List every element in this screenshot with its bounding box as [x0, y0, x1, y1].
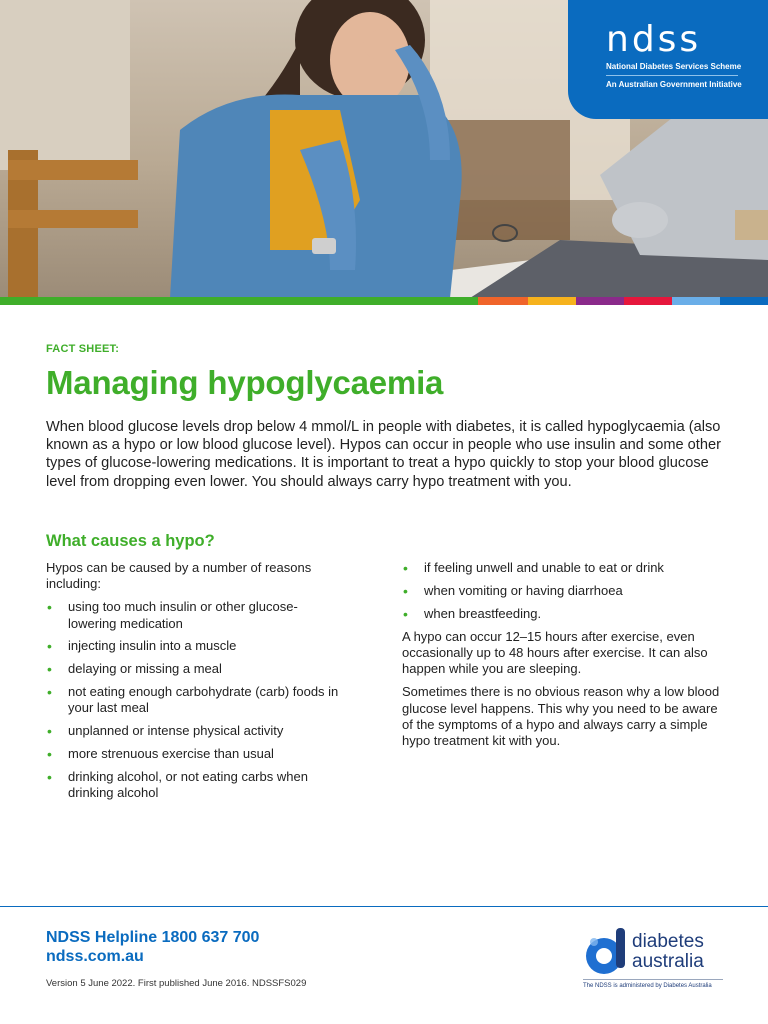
- right-column: [402, 560, 732, 756]
- causes-list-continued: [402, 560, 732, 622]
- diabetes-australia-logo: [580, 922, 730, 992]
- bullet-dot-icon: •: [47, 768, 52, 785]
- version-text: Version 5 June 2022. First published June 2016. NDSSFS029: [46, 978, 307, 989]
- stripe-orange: [478, 297, 528, 305]
- bullet-dot-icon: •: [403, 582, 408, 599]
- bullet-dot-icon: •: [403, 560, 408, 576]
- list-item-text: if feeling unwell and unable to eat or drink: [424, 560, 664, 575]
- stripe-lightblue: [672, 297, 720, 305]
- partner-divider: [583, 979, 723, 980]
- bullet-dot-icon: •: [47, 745, 52, 762]
- causes-list: [46, 599, 346, 801]
- stripe-blue: [720, 297, 768, 305]
- hero-photo: [0, 0, 768, 298]
- list-item: [402, 606, 732, 622]
- bullet-dot-icon: •: [403, 605, 408, 622]
- list-item-text: not eating enough carbohydrate (carb) foods in your last meal: [68, 684, 339, 716]
- partner-word-australia: australia: [632, 951, 704, 972]
- left-column: [46, 560, 346, 808]
- stripe-green: [0, 297, 478, 305]
- partner-word-diabetes: diabetes: [632, 931, 704, 952]
- diabetes-australia-mark-icon: [582, 926, 630, 978]
- stripe-red: [624, 297, 672, 305]
- list-item-text: injecting insulin into a muscle: [68, 638, 237, 654]
- section-heading: What causes a hypo?: [46, 532, 215, 550]
- fact-sheet-label: FACT SHEET:: [46, 343, 120, 355]
- exercise-paragraph: A hypo can occur 12–15 hours after exercise, even occasionally up to 48 hours after exercise. It can also happen while you are sleeping.: [402, 628, 708, 677]
- ndss-logo: ndss: [606, 19, 702, 60]
- bullet-dot-icon: •: [47, 684, 52, 700]
- bullet-dot-icon: •: [47, 723, 52, 739]
- stripe-yellow: [528, 297, 576, 305]
- no-reason-paragraph: Sometimes there is no obvious reason why a low blood glucose level happens. This why you need to be aware of the symptoms of a hypo and always carry a simple hypo treatment kit with you.: [402, 684, 720, 749]
- bullet-dot-icon: •: [47, 599, 52, 616]
- bullet-dot-icon: •: [47, 638, 52, 655]
- list-item: [46, 746, 346, 762]
- intro-paragraph: When blood glucose levels drop below 4 mmol/L in people with diabetes, it is called hypoglycaemia (also known as a hypo or low blood glucose level). Hypos can occur in people who use insulin and some other types of glucose-lowering medications. It is important to treat a hypo quickly to stop your blood glucose level from dropping even lower. You should always carry hypo treatment with you.: [46, 419, 721, 490]
- initiative-text: An Australian Government Initiative: [606, 80, 742, 89]
- causes-lead: Hypos can be caused by a number of reasons including:: [46, 560, 312, 592]
- list-item: [46, 769, 346, 801]
- list-item-text: using too much insulin or other glucose-lowering medication: [68, 599, 298, 631]
- list-item-text: unplanned or intense physical activity: [68, 723, 284, 738]
- helpline-text: NDSS Helpline 1800 637 700: [46, 929, 260, 946]
- list-item: [46, 599, 346, 631]
- list-item: [46, 661, 346, 677]
- list-item: [46, 723, 346, 739]
- administered-by-text: The NDSS is administered by Diabetes Australia: [583, 983, 712, 989]
- list-item: [46, 638, 346, 654]
- list-item-text: more strenuous exercise than usual: [68, 745, 274, 761]
- page-title: Managing hypoglycaemia: [46, 364, 444, 401]
- list-item-text: drinking alcohol, or not eating carbs when drinking alcohol: [68, 768, 308, 800]
- footer-divider: [0, 906, 768, 907]
- badge-divider: [606, 75, 738, 76]
- org-name: National Diabetes Services Scheme: [606, 62, 742, 71]
- color-stripe: [0, 297, 768, 305]
- list-item-text: when breastfeeding.: [424, 605, 542, 621]
- ndss-logo-badge: [568, 0, 768, 119]
- website-link[interactable]: ndss.com.au: [46, 948, 144, 965]
- list-item: [46, 684, 346, 716]
- list-item: [402, 583, 732, 599]
- list-item-text: when vomiting or having diarrhoea: [424, 582, 623, 598]
- bullet-dot-icon: •: [47, 661, 52, 678]
- stripe-purple: [576, 297, 624, 305]
- list-item: [402, 560, 732, 576]
- list-item-text: delaying or missing a meal: [68, 661, 222, 677]
